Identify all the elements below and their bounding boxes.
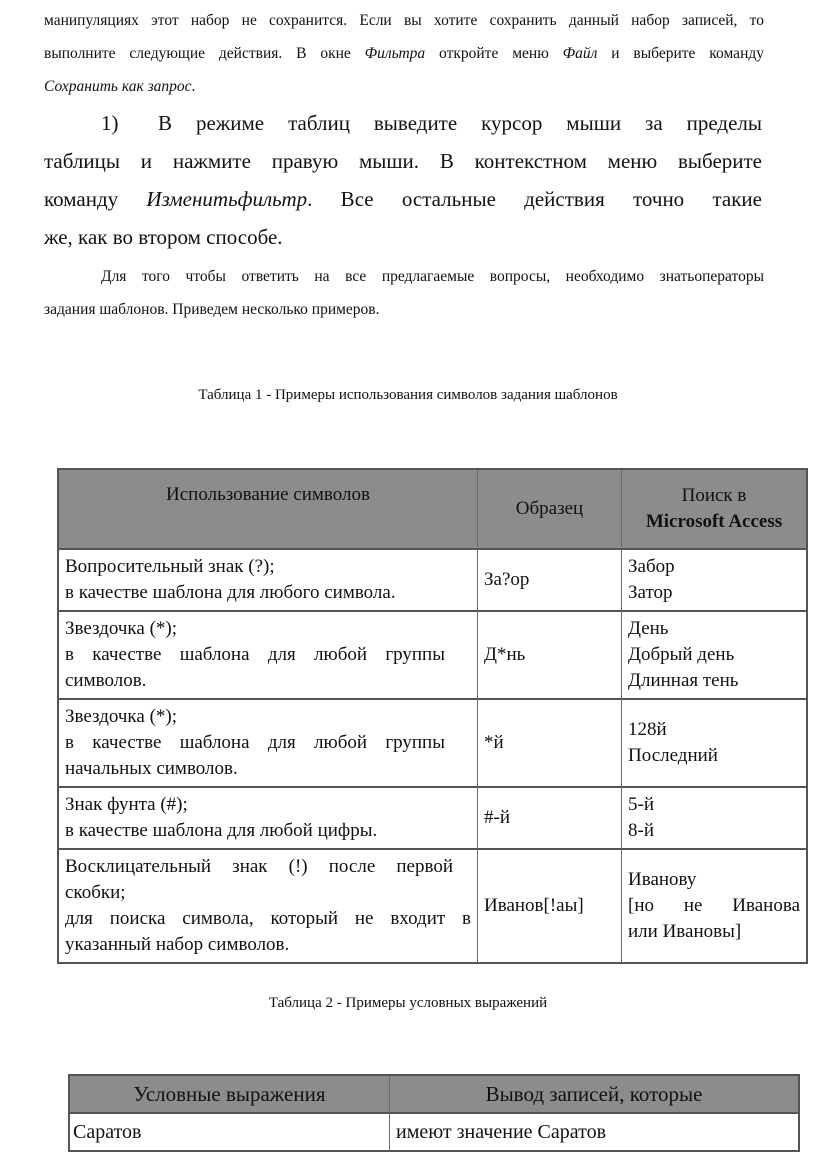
edit-filter-term: Изменитьфильтр (146, 187, 308, 211)
sample-cell: За?ор (478, 549, 622, 611)
header-records-output: Вывод записей, которые (390, 1075, 800, 1113)
operators-line-1: Для того чтобы ответить на все предлагаемые вопросы, необходимо знатьоператоры (101, 268, 764, 285)
file-menu-term: Файл (562, 45, 598, 62)
table-row (58, 611, 807, 699)
usage-cell: Звездочка (*); в качестве шаблона для любой группы символов. (58, 611, 478, 699)
result-cell: Забор Затор (622, 549, 808, 611)
step-1-paragraph (44, 104, 762, 256)
expression-cell: Саратов (69, 1113, 390, 1151)
step-number: 1) (101, 111, 119, 135)
sample-cell: Д*нь (478, 611, 622, 699)
sample-cell: *й (478, 699, 622, 787)
result-cell: День Добрый день Длинная тень (622, 611, 808, 699)
table-2-caption: Таблица 2 - Примеры условных выражений (268, 995, 548, 1011)
sample-cell: #-й (478, 787, 622, 849)
intro-line-2: выполните следующие действия. В окне Фильтра откройте меню Файл и выберите команду (44, 45, 764, 62)
step-1-line-2: таблицы и нажмите правую мыши. В контекстном меню выберите (44, 149, 762, 173)
table-row (69, 1113, 799, 1151)
header-access-search: Поиск в Microsoft Access (622, 469, 808, 549)
step-1-line-1: 1) В режиме таблиц выведите курсор мыши за пределы (44, 104, 762, 142)
usage-cell: Звездочка (*); в качестве шаблона для любой группы начальных символов. (58, 699, 478, 787)
table-1-caption: Таблица 1 - Примеры использования символов задания шаблонов (198, 387, 618, 403)
usage-cell: Восклицательный знак (!) после первой скобки; для поиска символа, который не входит в указанный набор символов. (58, 849, 478, 963)
save-as-query-term: Сохранить как запрос (44, 78, 192, 95)
sample-cell: Иванов[!аы] (478, 849, 622, 963)
wildcard-table (57, 468, 808, 964)
result-cell: 128й Последний (622, 699, 808, 787)
intro-line-3: Сохранить как запрос. (44, 78, 196, 95)
table-row (58, 549, 807, 611)
intro-paragraph (44, 4, 764, 103)
usage-cell: Знак фунта (#); в качестве шаблона для любой цифры. (58, 787, 478, 849)
table-row (58, 699, 807, 787)
table-row (58, 787, 807, 849)
operators-line-2: задания шаблонов. Приведем несколько примеров. (44, 301, 380, 318)
header-conditional-expressions: Условные выражения (69, 1075, 390, 1113)
step-1-line-4: же, как во втором способе. (44, 225, 283, 249)
header-sample: Образец (478, 469, 622, 549)
output-cell: имеют значение Саратов (390, 1113, 800, 1151)
result-cell: Иванову [но не Иванова или Ивановы] (622, 849, 808, 963)
usage-cell: Вопросительный знак (?); в качестве шаблона для любого символа. (58, 549, 478, 611)
result-cell: 5-й 8-й (622, 787, 808, 849)
table-row (58, 849, 807, 963)
conditions-table (68, 1074, 800, 1152)
filter-window-term: Фильтра (364, 45, 426, 62)
header-usage: Использование символов (58, 469, 478, 549)
intro-line-1: манипуляциях этот набор не сохранится. Если вы хотите сохранить данный набор записей, то (44, 12, 764, 29)
step-1-line-3: команду Изменитьфильтр. Все остальные действия точно такие (44, 187, 762, 211)
operators-paragraph (44, 260, 764, 326)
table-header-row (58, 469, 807, 549)
table-header-row (69, 1075, 799, 1113)
